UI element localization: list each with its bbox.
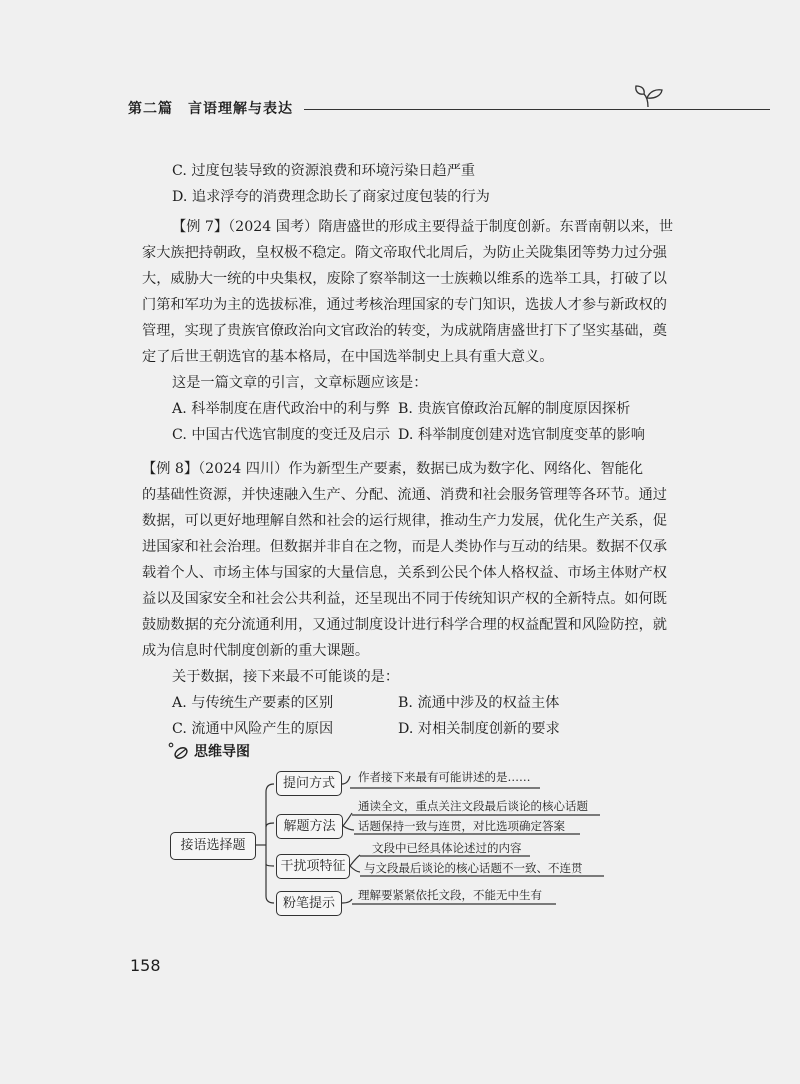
option-d: D. 对相关制度创新的要求 <box>398 721 560 737</box>
option-c: C. 流通中风险产生的原因 <box>172 721 334 737</box>
paragraph-line: 家大族把持朝政，皇权极不稳定。隋文帝取代北周后，为防止关陇集团等势力过分强 <box>142 245 667 261</box>
mindmap-heading-label: 思维导图 <box>194 744 250 760</box>
mindmap-leaf: 与文段最后谈论的核心话题不一致、不连贯 <box>364 861 583 875</box>
option-c-prev: C. 过度包装导致的资源浪费和环境污染日趋严重 <box>172 163 476 179</box>
option-b: B. 贵族官僚政治瓦解的制度原因探析 <box>398 401 631 417</box>
option-a: A. 与传统生产要素的区别 <box>172 695 334 711</box>
mindmap-branch-question-style: 提问方式 <box>276 771 342 796</box>
option-a: A. 科举制度在唐代政治中的利与弊 <box>172 401 390 417</box>
mindmap-leaf: 话题保持一致与连贯，对比选项确定答案 <box>358 819 565 833</box>
option-d: D. 科举制度创建对选官制度变革的影响 <box>398 427 645 443</box>
paragraph-line: 成为信息时代制度创新的重大课题。 <box>142 643 370 659</box>
paragraph-line: 载着个人、市场主体与国家的大量信息，关系到公民个体人格权益、市场主体财产权 <box>142 565 667 581</box>
mindmap-branch-distractor: 干扰项特征 <box>276 854 350 879</box>
option-d-prev: D. 追求浮夸的消费理念助长了商家过度包装的行为 <box>172 189 490 205</box>
paragraph-line: 益以及国家安全和社会公共利益，还呈现出不同于传统知识产权的全新特点。如何既 <box>142 591 667 607</box>
mindmap-leaf: 作者接下来最有可能讲述的是…… <box>358 770 531 784</box>
paragraph-line: 定了后世王朝选官的基本格局，在中国选举制史上具有重大意义。 <box>142 349 554 365</box>
header-title: 第二篇 言语理解与表达 <box>128 101 293 117</box>
mindmap-root: 接语选择题 <box>170 832 256 860</box>
paragraph-line: 门第和军功为主的选拔标准，通过考核治理国家的专门知识，选拔人才参与新政权的 <box>142 297 667 313</box>
paragraph-line: 【例 7】（2024 国考）隋唐盛世的形成主要得益于制度创新。东晋南朝以来，世 <box>172 219 674 235</box>
paragraph-line: 管理，实现了贵族官僚政治向文官政治的转变，为成就隋唐盛世打下了坚实基础，奠 <box>142 323 667 339</box>
mindmap-leaf: 理解要紧紧依托文段，不能无中生有 <box>358 888 542 902</box>
paragraph-line: 鼓励数据的充分流通利用，又通过制度设计进行科学合理的权益配置和风险防控，就 <box>142 617 667 633</box>
paragraph-line: 大，威胁大一统的中央集权，废除了察举制这一士族赖以维系的选举工具，打破了以 <box>142 271 667 287</box>
paragraph-line: 的基础性资源，并快速融入生产、分配、流通、消费和社会服务管理等各环节。通过 <box>142 487 667 503</box>
paragraph-line: 【例 8】（2024 四川）作为新型生产要素，数据已成为数字化、网络化、智能化 <box>142 461 644 477</box>
page-number: 158 <box>130 956 161 975</box>
mindmap-leaf: 通读全文，重点关注文段最后谈论的核心话题 <box>358 799 588 813</box>
question-text: 这是一篇文章的引言，文章标题应该是： <box>172 375 428 391</box>
question-text: 关于数据，接下来最不可能谈的是： <box>172 669 400 685</box>
mindmap-branch-method: 解题方法 <box>276 814 343 839</box>
mindmap-leaf: 文段中已经具体论述过的内容 <box>372 841 522 855</box>
option-b: B. 流通中涉及的权益主体 <box>398 695 560 711</box>
paragraph-line: 数据，可以更好地理解自然和社会的运行规律，推动生产力发展，优化生产关系，促 <box>142 513 667 529</box>
mindmap-branch-tip: 粉笔提示 <box>276 891 342 916</box>
paragraph-line: 进国家和社会治理。但数据并非自在之物，而是人类协作与互动的结果。数据不仅承 <box>142 539 667 555</box>
option-c: C. 中国古代选官制度的变迁及启示 <box>172 427 390 443</box>
